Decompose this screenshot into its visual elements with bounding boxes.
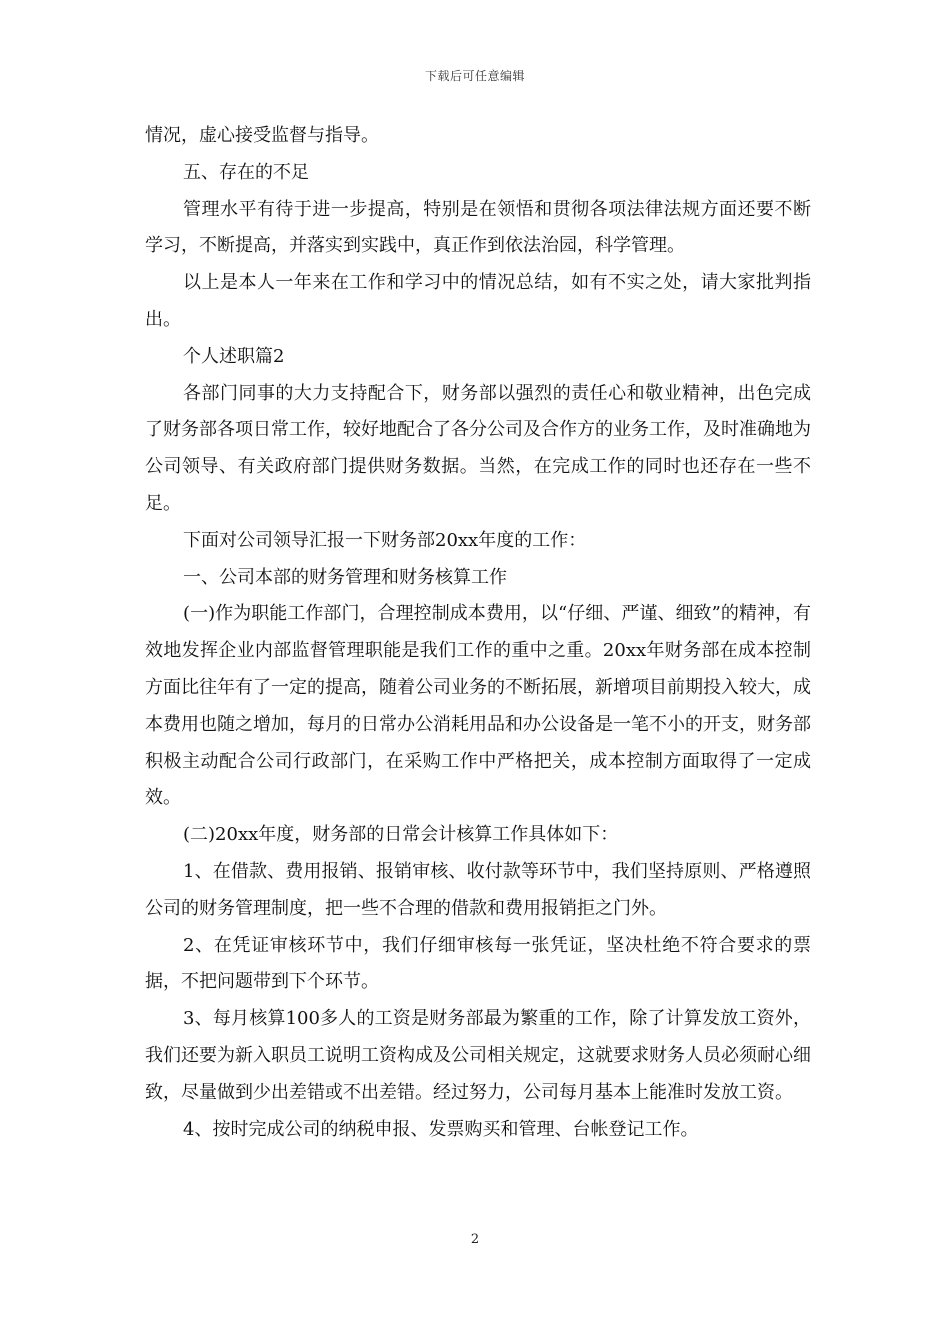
list-item: 3、每月核算100多人的工资是财务部最为繁重的工作，除了计算发放工资外，我们还要为新入职员工说明工资构成及公司相关规定，这就要求财务人员必须耐心细致，尽量做到少出差错或不出差错。经过努力，公司每月基本上能准时发放工资。 <box>145 1008 811 1103</box>
document-body <box>145 118 811 1148</box>
page-number: 2 <box>470 1232 480 1247</box>
paragraph: 管理水平有待于进一步提高，特别是在领悟和贯彻各项法律法规方面还要不断学习，不断提高，并落实到实践中，真正作到依法治园，科学管理。 <box>145 198 811 257</box>
section-heading: 五、存在的不足 <box>183 161 309 183</box>
page-header: 下载后可任意编辑 <box>424 69 525 83</box>
list-item: 2、在凭证审核环节中，我们仔细审核每一张凭证，坚决杜绝不符合要求的票据，不把问题带到下个环节。 <box>145 934 811 993</box>
paragraph: 情况，虚心接受监督与指导。 <box>145 125 379 146</box>
section-title: 个人述职篇2 <box>183 345 285 367</box>
list-item: 1、在借款、费用报销、报销审核、收付款等环节中，我们坚持原则、严格遵照公司的财务管理制度，把一些不合理的借款和费用报销拒之门外。 <box>145 860 811 919</box>
paragraph: 以上是本人一年来在工作和学习中的情况总结，如有不实之处，请大家批判指出。 <box>145 272 811 330</box>
paragraph: (一)作为职能工作部门，合理控制成本费用，以“仔细、严谨、细致”的精神，有效地发挥企业内部监督管理职能是我们工作的重中之重。20xx年财务部在成本控制方面比往年有了一定的提高，随着公司业务的不断拓展，新增项目前期投入较大，成本费用也随之增加，每月的日常办公消耗用品和办公设备是一笔不小的开支，财务部积极主动配合公司行政部门，在采购工作中严格把关，成本控制方面取得了一定成效。 <box>145 603 811 809</box>
section-heading: 一、公司本部的财务管理和财务核算工作 <box>183 566 507 588</box>
paragraph: 下面对公司领导汇报一下财务部20xx年度的工作： <box>183 529 587 551</box>
paragraph: 各部门同事的大力支持配合下，财务部以强烈的责任心和敬业精神，出色完成了财务部各项日常工作，较好地配合了各分公司及合作方的业务工作，及时准确地为公司领导、有关政府部门提供财务数据。当然，在完成工作的同时也还存在一些不足。 <box>145 382 811 514</box>
paragraph: (二)20xx年度，财务部的日常会计核算工作具体如下： <box>183 824 619 846</box>
list-item: 4、按时完成公司的纳税申报、发票购买和管理、台帐登记工作。 <box>183 1118 699 1140</box>
